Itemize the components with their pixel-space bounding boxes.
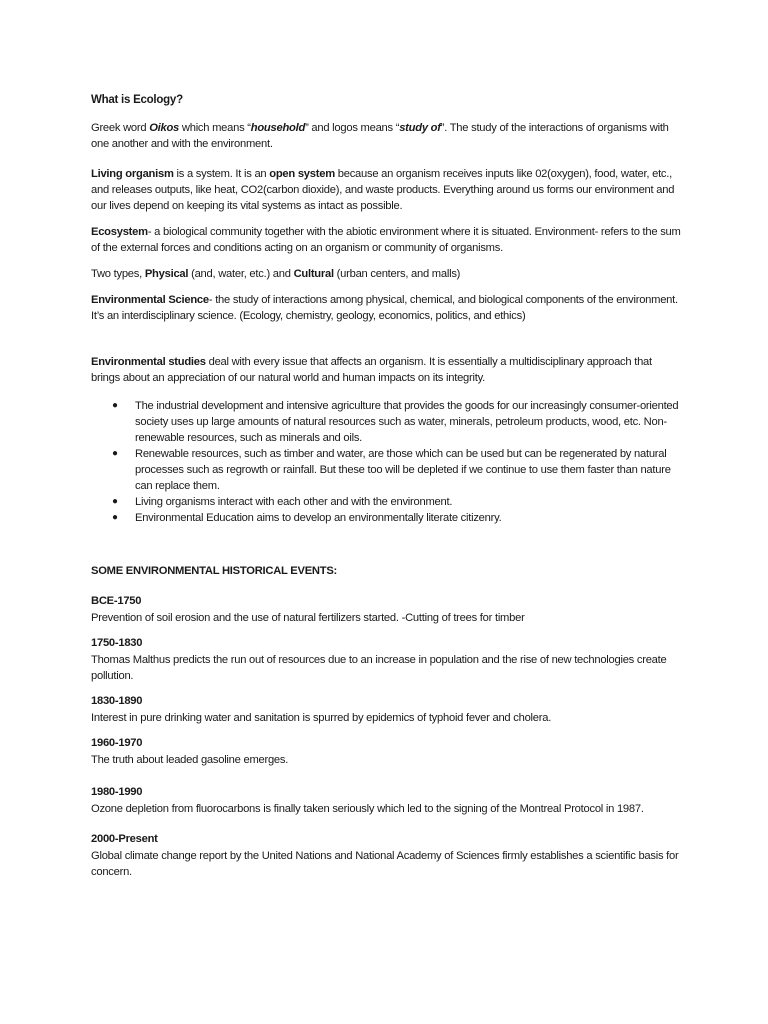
event-year: 1960-1970 (91, 737, 143, 749)
list-item (91, 510, 681, 526)
term-oikos: Oikos (149, 122, 180, 134)
bullet-icon: ● (112, 512, 118, 523)
term-open-system: open system (269, 168, 335, 180)
greek-paragraph (91, 120, 681, 152)
list-item (91, 446, 681, 494)
event-text: Ozone depletion from fluorocarbons is finally taken seriously which led to the signing of the Montreal Protocol in 1987. (91, 803, 644, 815)
term-cultural: Cultural (293, 268, 334, 280)
term-study-of: study of (399, 122, 441, 134)
event-year: BCE-1750 (91, 595, 142, 607)
term-household: household (250, 122, 306, 134)
list-item-text: Renewable resources, such as timber and water, are those which can be used but can be regenerated by natural processes such as regrowth or rainfall. But these too will be depleted if we continue to use them faster than nature can replace them. (135, 448, 671, 492)
event-text: The truth about leaded gasoline emerges. (91, 754, 289, 766)
environmental-science-text: - the study of interactions among physical, chemical, and biological components of the environment. It’s an interdisciplinary science. (Ecology, chemistry, geology, economics, politics, and ethics) (91, 294, 678, 322)
living-text-1: is a system. It is an (173, 168, 270, 180)
event-text: Thomas Malthus predicts the run out of resources due to an increase in population and the rise of new technologies create pollution. (91, 654, 667, 682)
environmental-science-paragraph (91, 292, 681, 324)
event-text: Interest in pure drinking water and sanitation is spurred by epidemics of typhoid fever and cholera. (91, 712, 552, 724)
bullet-list (91, 398, 681, 526)
types-text-2: (and, water, etc.) and (188, 268, 294, 280)
bullet-icon: ● (112, 448, 118, 459)
event-year: 1980-1990 (91, 786, 143, 798)
bullet-icon: ● (112, 400, 118, 411)
environmental-studies-text: deal with every issue that affects an organism. It is essentially a multidisciplinary approach that brings about an appreciation of our natural world and human impacts on its integrity. (91, 356, 652, 384)
events-heading: SOME ENVIRONMENTAL HISTORICAL EVENTS: (91, 565, 338, 577)
event-year: 2000-Present (91, 833, 158, 845)
term-ecosystem: Ecosystem (91, 226, 148, 238)
term-physical: Physical (144, 268, 189, 280)
event-year: 1750-1830 (91, 637, 143, 649)
event-item (91, 784, 681, 817)
greek-text-3: ” and logos means “ (305, 122, 400, 134)
types-text-1: Two types, (91, 268, 145, 280)
types-text-3: (urban centers, and malls) (333, 268, 461, 280)
living-organism-paragraph (91, 166, 681, 214)
greek-text-2: which means “ (179, 122, 251, 134)
document-body (91, 92, 681, 889)
event-year: 1830-1890 (91, 695, 143, 707)
event-item (91, 693, 681, 726)
event-item (91, 831, 681, 880)
environmental-studies-paragraph (91, 354, 681, 386)
page-title: What is Ecology? (91, 94, 183, 106)
living-text-2: because an organism receives inputs like 02(oxygen), food, water, etc., and releases outputs, like heat, CO2(carbon dioxide), and waste products. Everything around us forms our environment and our lives depend on keeping its vital systems as intact as possible. (91, 168, 675, 212)
term-environmental-science: Environmental Science (91, 294, 209, 306)
list-item-text: Environmental Education aims to develop an environmentally literate citizenry. (135, 512, 502, 524)
event-item (91, 635, 681, 684)
event-text: Global climate change report by the United Nations and National Academy of Sciences firmly establishes a scientific basis for concern. (91, 850, 679, 878)
list-item (91, 398, 681, 446)
types-paragraph (91, 266, 681, 282)
ecosystem-text: - a biological community together with the abiotic environment where it is situated. Environment- refers to the sum of the external forces and conditions acting on an organism or community of organisms. (91, 226, 681, 254)
ecosystem-paragraph (91, 224, 681, 256)
term-living-organism: Living organism (91, 168, 174, 180)
greek-text-1: Greek word (91, 122, 150, 134)
list-item (91, 494, 681, 510)
event-item (91, 593, 681, 626)
list-item-text: Living organisms interact with each other and with the environment. (135, 496, 453, 508)
term-environmental-studies: Environmental studies (91, 356, 206, 368)
event-item (91, 735, 681, 768)
list-item-text: The industrial development and intensive agriculture that provides the goods for our increasingly consumer-oriented society uses up large amounts of natural resources such as water, minerals, petroleum products, wood, etc. Non-renewable resources, such as minerals and oils. (135, 400, 679, 444)
bullet-icon: ● (112, 496, 118, 507)
greek-text-4: ”. The study of the interactions of organisms with one another and with the environment. (91, 122, 669, 150)
event-text: Prevention of soil erosion and the use of natural fertilizers started. -Cutting of trees for timber (91, 612, 525, 624)
